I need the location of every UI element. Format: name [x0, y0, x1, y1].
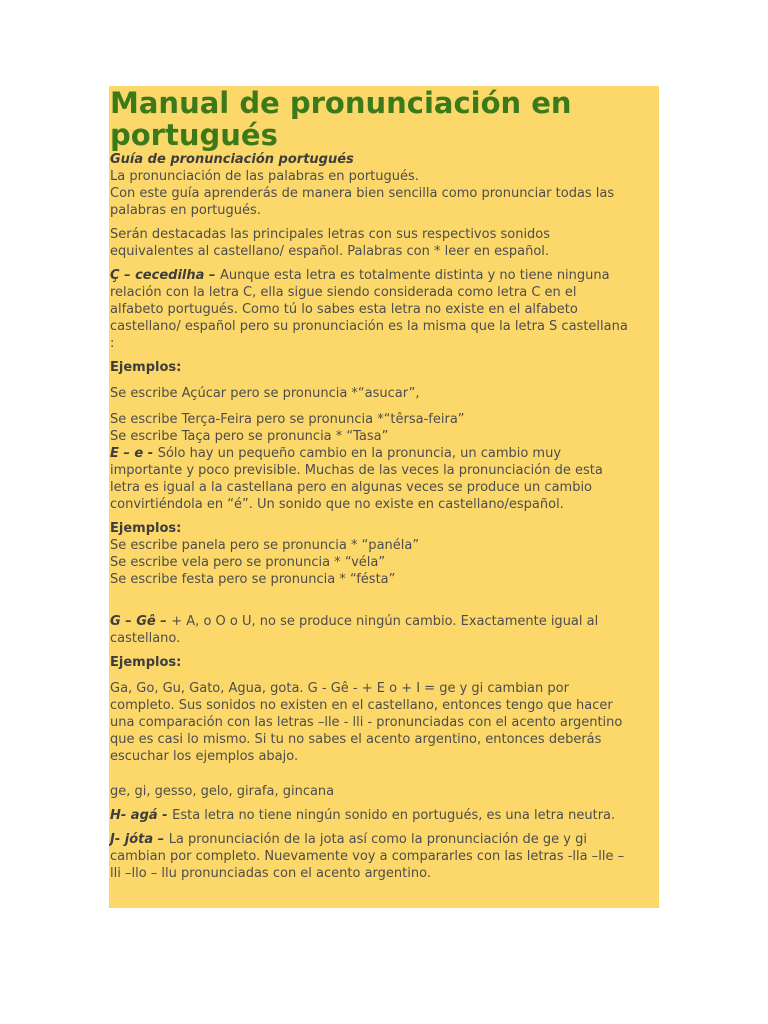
e-line: convirtiéndola en “é”. Un sonido que no existe en castellano/español.	[110, 497, 564, 512]
e-heading: E – e -	[110, 446, 158, 461]
j-line: lli –llo – llu pronunciadas con el acento argentino.	[110, 866, 431, 881]
intro-line: Con este guía aprenderás de manera bien sencilla como pronunciar todas las	[110, 186, 615, 201]
title-line-1: Manual de pronunciación en	[110, 86, 572, 120]
example-line: que es casi lo mismo. Si tu no sabes el acento argentino, entonces deberás	[110, 732, 602, 747]
title-line-2: portugués	[110, 118, 278, 152]
example-line: Se escribe vela pero se pronuncia * “véla”	[110, 555, 386, 570]
g-line: castellano.	[110, 631, 181, 646]
highlight-line: Serán destacadas las principales letras con sus respectivos sonidos	[110, 227, 551, 242]
ejemplos-label: Ejemplos:	[110, 655, 182, 670]
e-line: importante y poco previsible. Muchas de las veces la pronunciación de esta	[110, 463, 603, 478]
document-page	[109, 86, 659, 908]
example-line: Se escribe Açúcar pero se pronuncia *“asucar”,	[110, 386, 420, 401]
cedilha-heading: Ç – cecedilha –	[110, 268, 220, 283]
intro-line: La pronunciación de las palabras en portugués.	[110, 169, 419, 184]
h-paragraph: H- agá - Esta letra no tiene ningún sonido en portugués, es una letra neutra.	[110, 808, 616, 823]
ejemplos-label: Ejemplos:	[110, 521, 182, 536]
ejemplos-label: Ejemplos:	[110, 360, 182, 375]
example-line: completo. Sus sonidos no existen en el castellano, entonces tengo que hacer	[110, 698, 613, 713]
e-paragraph: E – e - Sólo hay un pequeño cambio en la pronuncia, un cambio muy	[110, 446, 562, 461]
example-line: escuchar los ejemplos abajo.	[110, 749, 299, 764]
example-line: Ga, Go, Gu, Gato, Agua, gota. G - Gê - + E o + I = ge y gi cambian por	[110, 681, 569, 696]
g-paragraph: G – Gê – + A, o O o U, no se produce ningún cambio. Exactamente igual al	[110, 614, 599, 629]
intro-line: palabras en portugués.	[110, 203, 261, 218]
j-line: cambian por completo. Nuevamente voy a compararles con las letras -lla –lle –	[110, 849, 625, 864]
j-heading: J- jóta –	[110, 832, 169, 847]
highlight-line: equivalentes al castellano/ español. Palabras con * leer en español.	[110, 244, 550, 259]
page-title	[110, 86, 659, 151]
ge-words: ge, gi, gesso, gelo, girafa, gincana	[110, 784, 335, 799]
cedilha-line: :	[110, 336, 115, 351]
cedilha-line: castellano/ español pero su pronunciación es la misma que la letra S castellana	[110, 319, 628, 334]
example-line: Se escribe Terça-Feira pero se pronuncia *“têrsa-feira”	[110, 412, 465, 427]
cedilha-line: relación con la letra C, ella sigue siendo considerada como letra C en el	[110, 285, 577, 300]
example-line: Se escribe Taça pero se pronuncia * “Tasa”	[110, 429, 389, 444]
example-line: una comparación con las letras –lle - lli - pronunciadas con el acento argentino	[110, 715, 623, 730]
cedilha-paragraph: Ç – cecedilha – Aunque esta letra es totalmente distinta y no tiene ninguna	[110, 268, 610, 283]
cedilha-line: alfabeto portugués. Como tú lo sabes esta letra no existe en el alfabeto	[110, 302, 578, 317]
j-paragraph: J- jóta – La pronunciación de la jota así como la pronunciación de ge y gi	[110, 832, 587, 847]
h-heading: H- agá -	[110, 808, 173, 823]
e-line: letra es igual a la castellana pero en algunas veces se produce un cambio	[110, 480, 593, 495]
example-line: Se escribe festa pero se pronuncia * “fésta”	[110, 572, 396, 587]
subtitle: Guía de pronunciación portugués	[110, 152, 354, 167]
g-heading: G – Gê –	[110, 614, 172, 629]
example-line: Se escribe panela pero se pronuncia * “panéla”	[110, 538, 420, 553]
